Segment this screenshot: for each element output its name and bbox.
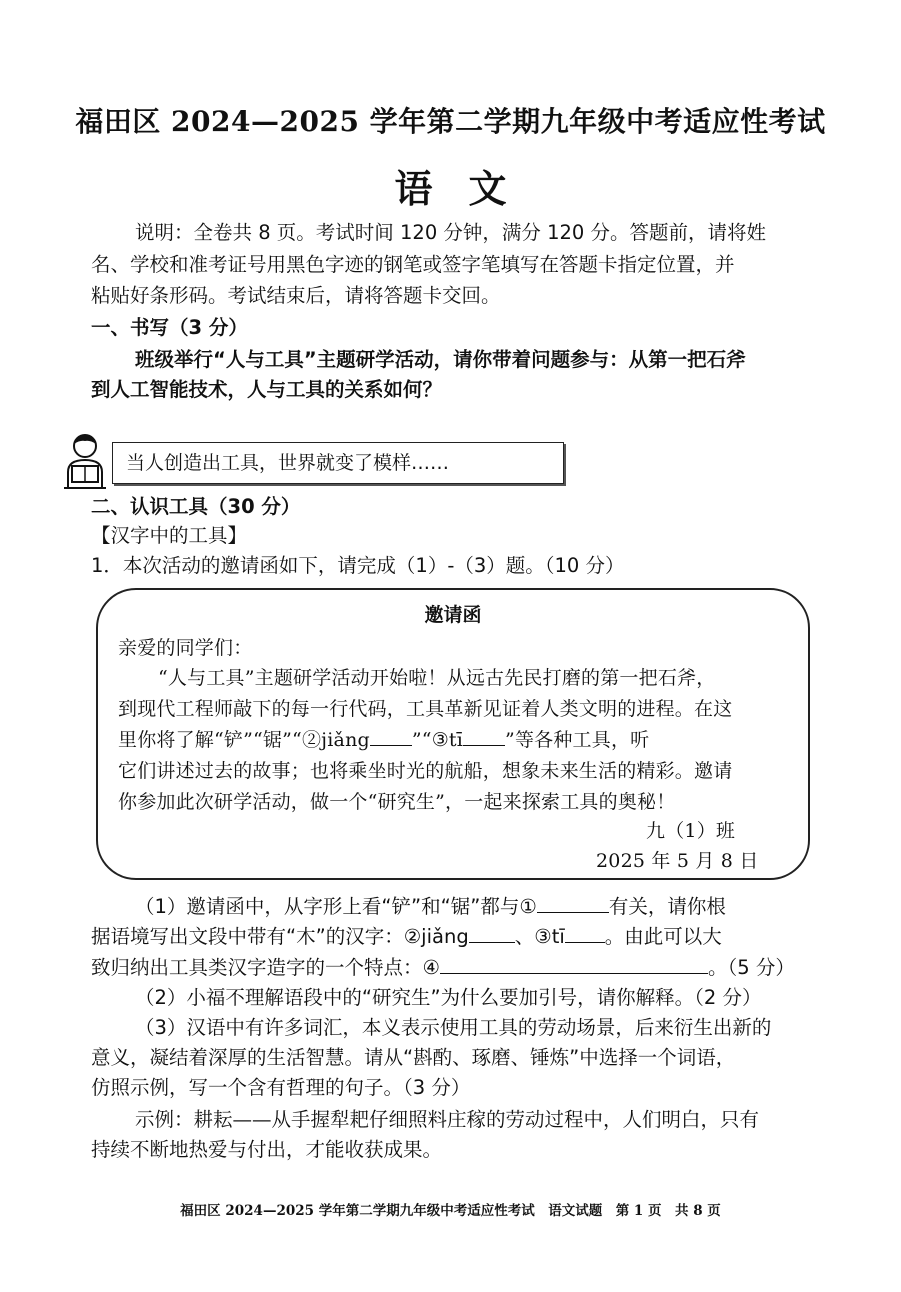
invitation-line-4: 它们讲述过去的故事；也将乘坐时光的航船，想象未来生活的精彩。邀请	[118, 760, 733, 782]
question-1-1-part-a: （1）邀请函中，从字形上看“铲”和“锯”都与①	[135, 895, 537, 918]
subject-title: 语文	[394, 166, 543, 211]
answer-blank-2[interactable]	[469, 922, 515, 943]
invitation-line-5: 你参加此次研学活动，做一个“研究生”，一起来探索工具的奥秘！	[118, 791, 676, 813]
section-1-text-line-1: 班级举行“人与工具”主题研学活动，请你带着问题参与：从第一把石斧	[135, 348, 746, 371]
invitation-title: 邀请函	[424, 604, 482, 626]
invitation-line-3-part-a: 里你将了解“铲”“锯”“②jiǎng	[118, 729, 370, 751]
student-reading-icon	[62, 432, 108, 490]
section-1-heading: 一、书写（3 分）	[91, 316, 248, 339]
blank-jiang	[370, 725, 412, 746]
question-1-1-line-2	[91, 922, 722, 952]
question-1-3-line-1: （3）汉语中有许多词汇，本义表示使用工具的劳动场景，后来衍生出新的	[135, 1016, 772, 1039]
question-1-1-part-d: 、③tī	[514, 925, 565, 948]
page-footer: 福田区 2024—2025 学年第二学期九年级中考适应性考试 语文试题 第 1 页 共 8 页	[180, 1203, 721, 1219]
example-line-2: 持续不断地热爱与付出，才能收获成果。	[91, 1138, 443, 1161]
example-line-1: 示例：耕耘——从手握犁耙仔细照料庄稼的劳动过程中，人们明白，只有	[135, 1108, 760, 1131]
section-2-subheading: 【汉字中的工具】	[91, 524, 248, 547]
invitation-line-1: “人与工具”主题研学活动开始啦！从远古先民打磨的第一把石斧，	[158, 667, 716, 689]
instructions-line-1: 说明：全卷共 8 页。考试时间 120 分钟，满分 120 分。答题前，请将姓	[135, 221, 767, 244]
question-1-1-line-1	[135, 892, 726, 922]
question-1-1-line-3	[91, 953, 795, 983]
answer-blank-4[interactable]	[440, 953, 708, 974]
instructions-line-3: 粘贴好条形码。考试结束后，请将答题卡交回。	[91, 284, 501, 307]
invitation-line-2: 到现代工程师敲下的每一行代码，工具革新见证着人类文明的进程。在这	[118, 698, 733, 720]
invitation-greeting: 亲爱的同学们：	[118, 637, 253, 659]
question-1-1-part-c: 据语境写出文段中带有“木”的汉字：②jiǎng	[91, 925, 469, 948]
question-1-1-part-e: 。由此可以大	[604, 925, 722, 948]
question-1-1-part-b: 有关，请你根	[608, 895, 726, 918]
question-1-3-line-2: 意义，凝结着深厚的生活智慧。请从“斟酌、琢磨、锤炼”中选择一个词语，	[91, 1046, 736, 1069]
exam-title: 福田区 2024—2025 学年第二学期九年级中考适应性考试	[75, 105, 826, 138]
question-1-3-line-3: 仿照示例，写一个含有哲理的句子。（3 分）	[91, 1076, 471, 1099]
question-1-1-part-f: 致归纳出工具类汉字造字的一个特点：④	[91, 956, 440, 979]
section-1-text-line-2: 到人工智能技术，人与工具的关系如何？	[91, 378, 443, 401]
answer-blank-3[interactable]	[565, 922, 605, 943]
invitation-line-3-part-b: ”“③tī	[411, 729, 464, 751]
invitation-line-3	[118, 725, 649, 755]
invitation-line-3-part-c: ”等各种工具，听	[505, 729, 650, 751]
question-1-2: （2）小福不理解语段中的“研究生”为什么要加引号，请你解释。（2 分）	[135, 986, 762, 1009]
instructions-line-2: 名、学校和准考证号用黑色字迹的钢笔或签字笔填写在答题卡指定位置，并	[91, 253, 735, 276]
speech-text: 当人创造出工具，世界就变了模样……	[126, 452, 450, 474]
answer-blank-1[interactable]	[537, 892, 609, 913]
section-2-heading: 二、认识工具（30 分）	[91, 495, 301, 518]
question-1-intro: 1．本次活动的邀请函如下，请完成（1）-（3）题。（10 分）	[91, 554, 625, 577]
invitation-signature: 九（1）班	[646, 820, 736, 842]
blank-ti	[463, 725, 505, 746]
question-1-1-part-g: 。（5 分）	[707, 956, 795, 979]
invitation-date: 2025 年 5 月 8 日	[596, 850, 759, 872]
